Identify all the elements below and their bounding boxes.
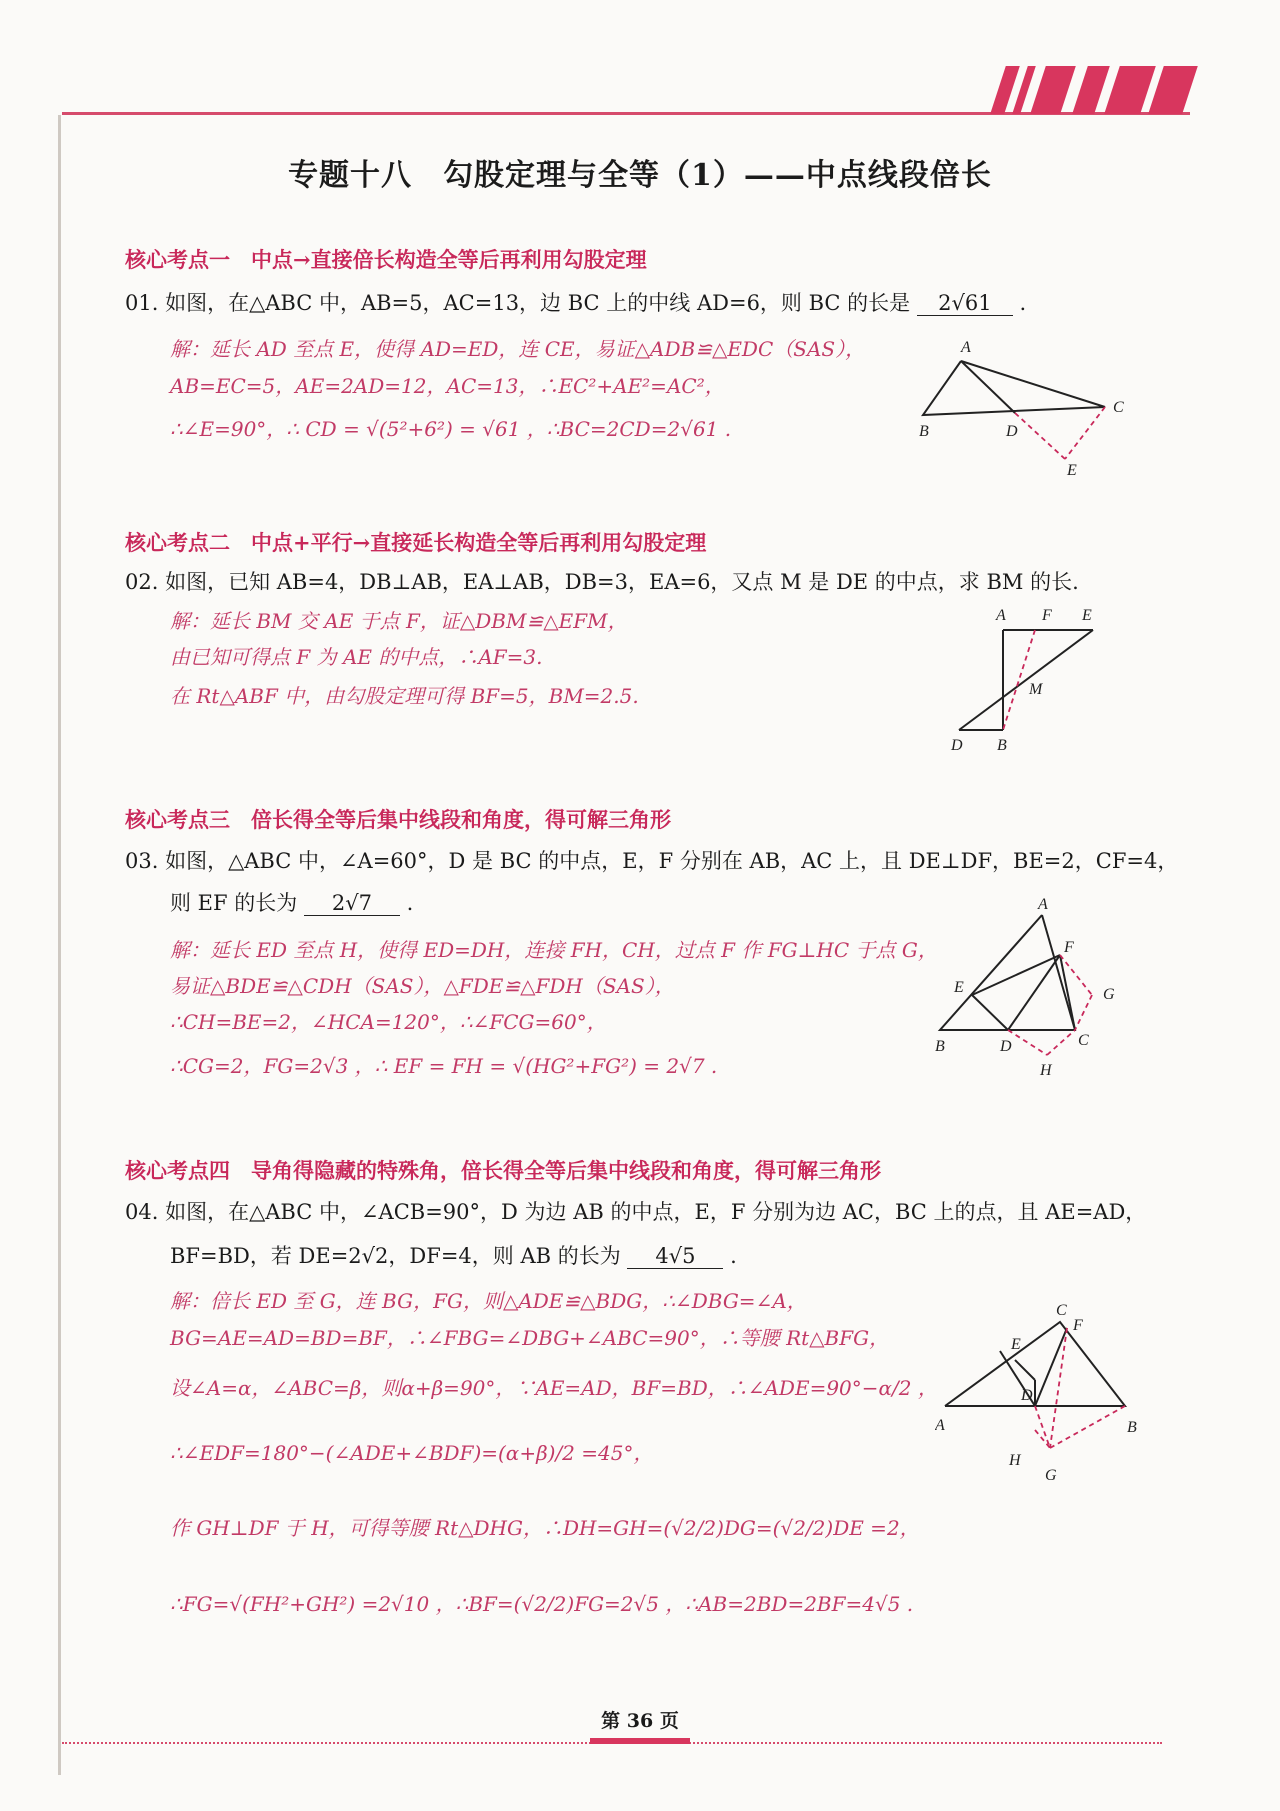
figure-1-triangle [905, 335, 1145, 480]
solution-4-line-6: ∴FG=√(FH²+GH²) =2√10 ，∴BF=(√2/2)FG=2√5 ，∴AB=2BD=2BF=4√5 . [170, 1592, 914, 1616]
answer-3: 2√7 [304, 891, 400, 916]
fig3-label-e: E [954, 979, 964, 996]
question-4-cont: BF=BD，若 DE=2√2，DF=4，则 AB 的长为 4√5 . [170, 1244, 737, 1268]
fig2-label-a: A [996, 607, 1006, 624]
fig4-label-a: A [935, 1417, 945, 1434]
solution-3-line-4: ∴CG=2，FG=2√3 ，∴ EF = FH = √(HG²+FG²) = 2√7 . [170, 1054, 718, 1078]
solution-4-line-3: 设∠A=α，∠ABC=β，则α+β=90°，∵AE=AD，BF=BD，∴∠ADE=90°−α/2 ， [170, 1376, 938, 1400]
section-1-heading: 核心考点一 中点→直接倍长构造全等后再利用勾股定理 [125, 247, 647, 272]
page-spine [58, 115, 61, 1775]
section-4-heading: 核心考点四 导角得隐藏的特殊角，倍长得全等后集中线段和角度，得可解三角形 [125, 1158, 881, 1183]
footer-bar [590, 1738, 690, 1744]
fig1-label-c: C [1113, 399, 1124, 416]
solution-3-line-3: ∴CH=BE=2，∠HCA=120°，∴∠FCG=60°， [170, 1010, 607, 1034]
solution-2-line-3: 在 Rt△ABF 中，由勾股定理可得 BF=5，BM=2.5. [170, 684, 639, 708]
question-3: 03. 如图，△ABC 中，∠A=60°，D 是 BC 的中点，E，F 分别在 AB，AC 上，且 DE⊥DF，BE=2，CF=4， [125, 849, 1179, 873]
fig1-label-a: A [961, 339, 971, 356]
question-4: 04. 如图，在△ABC 中，∠ACB=90°，D 为边 AB 的中点，E，F 分别为边 AC，BC 上的点，且 AE=AD， [125, 1200, 1147, 1224]
figure-3 [920, 895, 1150, 1085]
solution-4-line-1: 解：倍长 ED 至 G，连 BG，FG，则△ADE≌△BDG，∴∠DBG=∠A， [170, 1289, 807, 1313]
fig3-label-c: C [1078, 1032, 1089, 1049]
fig4-label-b: B [1127, 1419, 1137, 1436]
fig3-label-b: B [935, 1038, 945, 1055]
fig4-label-g: G [1045, 1467, 1057, 1484]
fig3-label-g: G [1103, 986, 1115, 1003]
fig2-label-e: E [1082, 607, 1092, 624]
fig2-label-f: F [1042, 607, 1052, 624]
section-2-heading: 核心考点二 中点+平行→直接延长构造全等后再利用勾股定理 [125, 530, 707, 555]
fig1-label-e: E [1067, 462, 1077, 479]
solution-3-line-2: 易证△BDE≌△CDH（SAS），△FDE≌△FDH（SAS）， [170, 974, 675, 998]
solution-1-line-3: ∴∠E=90°，∴ CD = √(5²+6²) = √61 ，∴BC=2CD=2√61 . [170, 417, 732, 441]
fig3-label-h: H [1040, 1062, 1052, 1079]
fig3-label-a: A [1038, 896, 1048, 913]
solution-2-line-2: 由已知可得点 F 为 AE 的中点，∴AF=3. [170, 645, 543, 669]
question-2: 02. 如图，已知 AB=4，DB⊥AB，EA⊥AB，DB=3，EA=6，又点 M 是 DE 的中点，求 BM 的长. [125, 570, 1079, 594]
solution-1-line-1: 解：延长 AD 至点 E，使得 AD=ED，连 CE，易证△ADB≌△EDC（SAS）， [170, 337, 866, 361]
fig1-label-b: B [919, 423, 929, 440]
solution-3-line-1: 解：延长 ED 至点 H，使得 ED=DH，连接 FH，CH，过点 F 作 FG⊥HC 于点 G， [170, 938, 938, 962]
fig2-label-m: M [1029, 681, 1043, 698]
figure-2 [935, 600, 1115, 760]
question-3-cont: 则 EF 的长为 2√7 . [170, 891, 414, 915]
fig3-label-d: D [1000, 1038, 1012, 1055]
fig4-label-c: C [1056, 1302, 1067, 1319]
solution-4-line-5: 作 GH⊥DF 于 H，可得等腰 Rt△DHG，∴DH=GH=(√2/2)DG=(√2/2)DE =2， [170, 1516, 920, 1540]
fig4-label-d: D [1021, 1387, 1033, 1404]
fig3-label-f: F [1064, 939, 1074, 956]
section-3-heading: 核心考点三 倍长得全等后集中线段和角度，得可解三角形 [125, 807, 671, 832]
question-1: 01. 如图，在△ABC 中，AB=5，AC=13，边 BC 上的中线 AD=6，则 BC 的长是 2√61 . [125, 291, 1027, 315]
fig4-label-f: F [1073, 1317, 1083, 1334]
solution-4-line-4: ∴∠EDF=180°−(∠ADE+∠BDF)=(α+β)/2 =45°， [170, 1441, 654, 1465]
solution-2-line-1: 解：延长 BM 交 AE 于点 F，证△DBM≌△EFM， [170, 609, 628, 633]
solution-4-line-2: BG=AE=AD=BD=BF，∴∠FBG=∠DBG+∠ABC=90°，∴等腰 Rt△BFG， [170, 1326, 890, 1350]
solution-1-line-2: AB=EC=5，AE=2AD=12，AC=13，∴EC²+AE²=AC²， [170, 374, 725, 398]
fig4-label-h: H [1009, 1452, 1021, 1469]
fig4-label-e: E [1011, 1336, 1021, 1353]
fig2-label-d: D [951, 737, 963, 754]
page-title: 专题十八 勾股定理与全等（1）——中点线段倍长 [288, 158, 992, 193]
header-stripes [988, 66, 1188, 114]
figure-4 [935, 1300, 1155, 1485]
fig2-label-b: B [997, 737, 1007, 754]
answer-4: 4√5 [627, 1244, 723, 1269]
page-number: 第 36 页 [601, 1710, 679, 1732]
answer-1: 2√61 [917, 291, 1013, 316]
fig1-label-d: D [1006, 423, 1018, 440]
